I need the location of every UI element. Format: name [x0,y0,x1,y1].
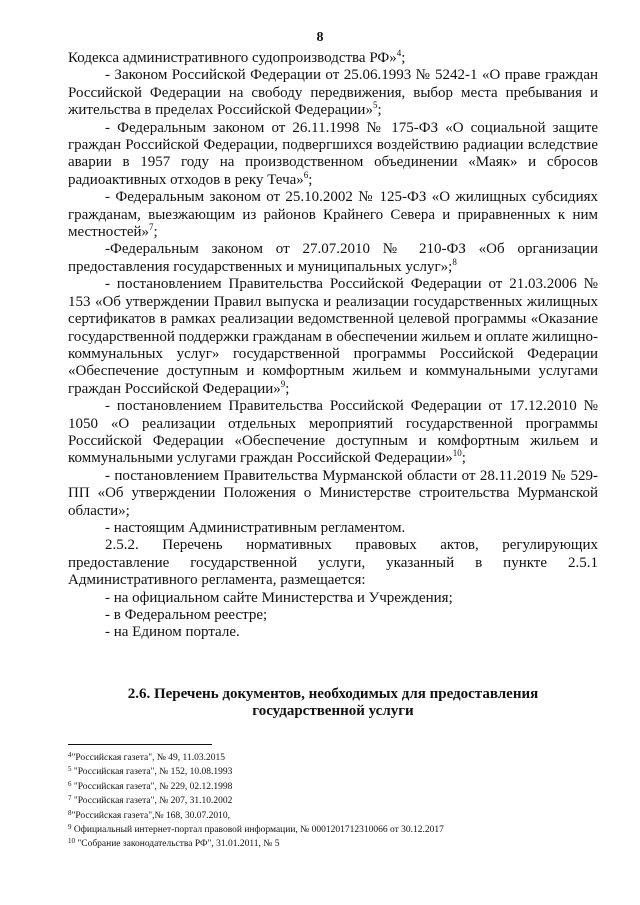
footnote-ref[interactable]: 4 [396,48,402,58]
paragraph [68,520,598,537]
footnote [68,809,588,823]
paragraph-tail: ; [401,50,406,66]
paragraph-text: - постановлением Правительства Российской Федерации от 21.03.2006 № 153 «Об утверждении Правил выпуска и реализации государственных жилищных сертификатов в рамках реализации ведомственной целевой программы «Оказание государственной поддержки гражданам в обеспечении жильем и оплате жилищно-коммунальных услуг» государственной программы Российской Федерации «Обеспечение доступным и комфортным жильем и коммунальными услугами граждан Российской Федерации» [68,276,598,397]
footnote-ref[interactable]: 9 [280,378,286,389]
footnote-number: 5 [68,765,72,774]
footnote [68,794,588,808]
paragraph [68,624,598,641]
footnote [68,765,588,779]
paragraph [68,607,598,624]
footnote-text: "Российская газета", № 152, 10.08.1993 [73,767,233,778]
paragraph [68,468,598,520]
footnote [68,751,588,765]
footnote-text: "Российская газета", № 207, 31.10.2002 [73,796,233,807]
paragraph-tail: ; [377,102,382,119]
footnote-divider [68,744,212,745]
paragraph [68,398,598,468]
paragraph [68,189,598,241]
paragraph [68,120,598,190]
paragraph [68,50,598,67]
footnote-number: 8 [68,808,72,817]
paragraph-text: - постановлением Правительства Российской Федерации от 17.12.2010 № 1050 «О реализации отдельных мероприятий государственной программы Российской Федерации «Обеспечение доступным и комфортным жильем и коммунальными услугами граждан Российской Федерации» [68,398,598,467]
footnote-text: Официальный интернет-портал правовой информации, № 0001201712310066 от 30.12.2017 [73,825,444,836]
footnote-ref[interactable]: 6 [303,169,309,180]
paragraph-text: - на Едином портале. [105,624,240,641]
footnote-ref[interactable]: 5 [372,100,378,111]
footnote-text: "Российская газета", № 49, 11.03.2015 [71,753,225,763]
paragraph-tail: ; [461,450,466,467]
section-heading-line: государственной услуги [252,703,414,720]
footnote [68,823,588,837]
paragraph-tail: ; [308,171,313,188]
paragraph-text: - в Федеральном реестре; [105,607,268,623]
footnote-ref[interactable]: 10 [452,448,462,459]
paragraph-text: Кодекса административного судопроизводства РФ» [68,50,397,66]
paragraph-text: - постановлением Правительства Мурманской области от 28.11.2019 № 529-ПП «Об утверждении Положения о Министерстве строительства Мурманской области»; [68,467,598,519]
footnote-text: "Собрание законодательства РФ", 31.01.2011, № 5 [77,839,280,850]
footnote-number: 10 [68,837,75,846]
footnotes [68,751,588,852]
paragraph-tail: ; [153,224,158,241]
paragraph [68,67,598,119]
footnote-text: "Российская газета",№ 168, 30.07.2010, [71,810,231,821]
body-text [68,50,598,642]
paragraph [68,276,598,398]
footnote [68,837,588,851]
page-number: 8 [316,30,324,45]
paragraph [68,241,598,276]
footnote-number: 4 [68,751,72,759]
paragraph [68,537,598,589]
paragraph-tail: ; [285,380,290,397]
paragraph-text: - настоящим Административным регламентом. [105,519,406,536]
footnote-text: "Российская газета", № 229, 02.12.1998 [73,781,233,792]
paragraph-text: - на официальном сайте Министерства и Учреждения; [105,589,453,606]
paragraph-text: -Федеральным законом от 27.07.2010 № 210-ФЗ «Об организации предоставления государственных и муниципальных услуг»; [68,241,598,275]
footnote-number: 9 [68,823,72,832]
footnote [68,780,588,794]
footnote-number: 7 [68,794,72,803]
paragraph-text: - Законом Российской Федерации от 25.06.1993 № 5242-1 «О праве граждан Российской Федерации на свободу передвижения, выбор места пребывания и жительства в пределах Российской Федерации» [68,67,598,119]
footnote-ref[interactable]: 8 [452,256,457,267]
section-heading [68,686,598,721]
footnote-ref[interactable]: 7 [149,222,154,233]
footnote-number: 6 [68,779,72,788]
paragraph-text: - Федеральным законом от 26.11.1998 № 175-ФЗ «О социальной защите граждан Российской Федерации, подвергшихся воздействию радиации вследствие аварии в 1957 году на производственном объединении «Маяк» и сбросов радиоактивных отходов в реку Теча» [68,119,598,188]
paragraph-text: 2.5.2. Перечень нормативных правовых актов, регулирующих предоставление государственной услуги, указанный в пункте 2.5.1 Административного регламента, размещается: [68,537,598,589]
paragraph [68,590,598,607]
paragraph-text: - Федеральным законом от 25.10.2002 № 125-ФЗ «О жилищных субсидиях гражданам, выезжающим из районов Крайнего Севера и приравненных к ним местностей» [68,189,598,241]
section-heading-line: 2.6. Перечень документов, необходимых для предоставления [127,686,539,702]
